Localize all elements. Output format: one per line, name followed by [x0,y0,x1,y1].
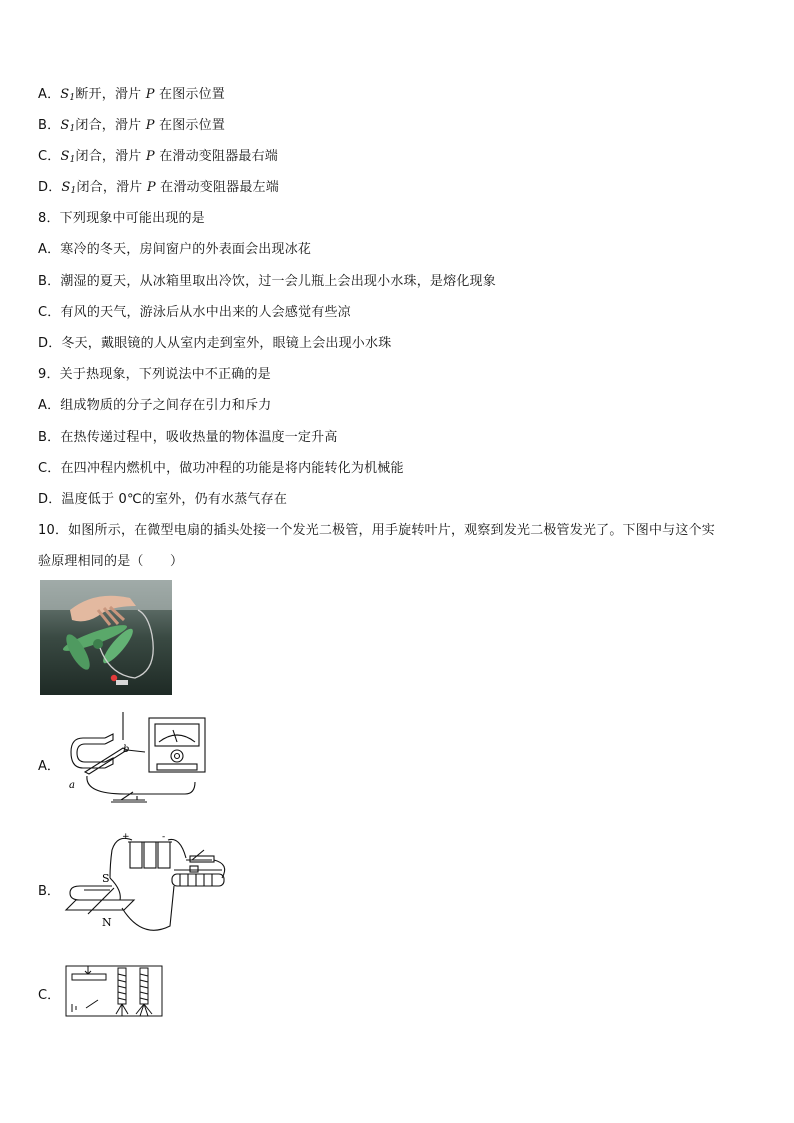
south-pole-label: S [102,872,110,885]
switch-subscript: 1 [69,93,76,103]
q7-option-b [38,114,225,134]
option-text: 闭合，滑片 [75,118,142,133]
q8-option-a: A．寒冷的冬天，房间窗户的外表面会出现冰花 [38,242,312,257]
q9-option-a: A．组成物质的分子之间存在引力和斥力 [38,398,272,413]
option-text: 在滑动变阻器最右端 [159,149,278,164]
option-letter: B． [38,118,61,133]
switch-symbol: S [60,87,70,102]
q10-option-a-label: A． [38,759,60,774]
q9-option-c: C．在四冲程内燃机中，做功冲程的功能是将内能转化为机械能 [38,461,404,476]
slider-symbol: P [145,118,155,133]
induction-galvanometer-diagram [65,710,215,810]
electromagnet-diagram [62,960,166,1022]
q7-option-a [38,83,225,103]
option-text: 在图示位置 [159,87,226,102]
slider-symbol: P [145,87,155,102]
switch-symbol: S [60,118,70,133]
motor-battery-diagram [62,830,234,942]
label-a: a [69,780,75,791]
option-text: 在图示位置 [159,118,226,133]
switch-symbol: S [60,149,70,164]
q10-option-c-label: C． [38,988,61,1003]
switch-symbol: S [61,180,71,195]
option-letter: D． [38,180,62,195]
option-letter: C． [38,149,61,164]
switch-subscript: 1 [69,155,76,165]
option-text: 闭合，滑片 [76,180,143,195]
q9-option-b: B．在热传递过程中，吸收热量的物体温度一定升高 [38,430,338,445]
north-pole-label: N [102,916,112,929]
option-text: 在滑动变阻器最左端 [160,180,279,195]
q10-option-b-label: B． [38,884,60,899]
plus-terminal: + [122,832,130,842]
option-text: 闭合，滑片 [75,149,142,164]
switch-subscript: 1 [69,124,76,134]
slider-symbol: P [145,149,155,164]
q10-stem-line2: 验原理相同的是（ ） [38,554,184,569]
fan-led-photo [40,580,172,695]
q9-option-d: D．温度低于 0℃的室外，仍有水蒸气存在 [38,492,288,507]
q9-stem: 9．关于热现象，下列说法中不正确的是 [38,367,271,382]
switch-subscript: 1 [70,186,77,196]
option-letter: A． [38,87,61,102]
option-text: 断开，滑片 [75,87,142,102]
minus-terminal: - [162,832,166,842]
q7-option-c [38,145,278,165]
q8-option-d: D．冬天，戴眼镜的人从室内走到室外，眼镜上会出现小水珠 [38,336,392,351]
q8-option-b: B．潮湿的夏天，从冰箱里取出冷饮，过一会儿瓶上会出现小水珠，是熔化现象 [38,274,496,289]
q7-option-d [38,176,279,196]
q10-stem-line1: 10．如图所示，在微型电扇的插头处接一个发光二极管，用手旋转叶片，观察到发光二极管发光了。下图中与这个实 [38,523,715,538]
slider-symbol: P [146,180,156,195]
q8-stem: 8．下列现象中可能出现的是 [38,211,205,226]
label-b: b [123,744,130,755]
q8-option-c: C．有风的天气，游泳后从水中出来的人会感觉有些凉 [38,305,351,320]
